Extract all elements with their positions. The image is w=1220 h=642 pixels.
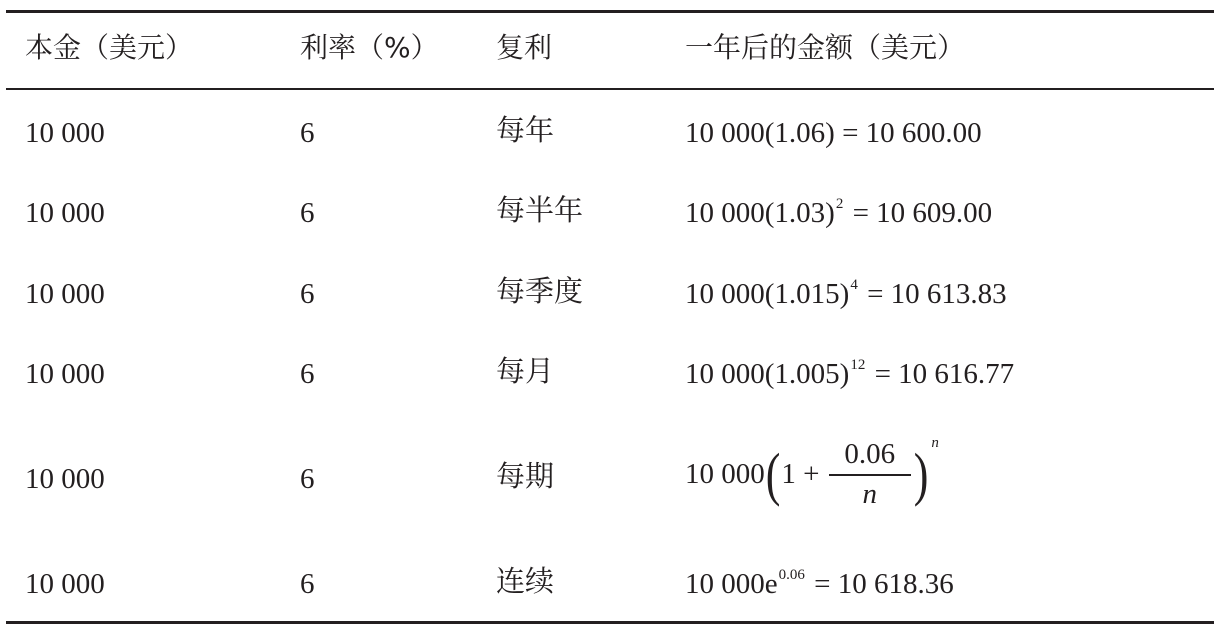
compounding-cell: 每年 — [496, 113, 555, 147]
amount-cell — [685, 277, 1007, 310]
compounding-cell: 连续 — [496, 564, 555, 598]
amount-result: = 10 616.77 — [867, 358, 1015, 390]
amount-result: = 10 618.36 — [806, 568, 954, 600]
amount-cell — [685, 567, 954, 600]
principal-cell: 10 000 — [25, 197, 105, 229]
amount-result: = 10 600.00 — [834, 117, 982, 149]
amount-exponent: 2 — [835, 196, 844, 212]
amount-base: 10 000e — [685, 568, 778, 600]
amount-exponent: 0.06 — [778, 567, 805, 583]
formula-principal: 10 000 — [685, 458, 765, 490]
header-principal: 本金（美元） — [25, 31, 194, 64]
amount-base: 10 000(1.03) — [685, 197, 835, 229]
amount-exponent: 4 — [850, 277, 858, 293]
amount-cell — [685, 196, 993, 229]
principal-cell: 10 000 — [25, 568, 105, 600]
formula-fraction — [829, 440, 911, 509]
formula-one-plus: 1 + — [781, 458, 827, 490]
amount-cell — [685, 357, 1015, 390]
table-header-rule — [6, 88, 1214, 90]
compounding-cell: 每季度 — [496, 274, 584, 308]
amount-result: = 10 609.00 — [845, 197, 993, 229]
principal-cell: 10 000 — [25, 117, 105, 149]
compound-formula — [685, 435, 939, 510]
formula-exponent: n — [931, 435, 939, 451]
rate-cell: 6 — [300, 463, 315, 495]
table-bottom-rule — [6, 621, 1214, 624]
amount-exponent: 12 — [850, 357, 866, 373]
header-compounding: 复利 — [496, 31, 553, 64]
table-top-rule — [6, 10, 1214, 13]
formula-close-paren: ) — [913, 440, 929, 507]
rate-cell: 6 — [300, 117, 315, 149]
header-rate: 利率（%） — [300, 31, 439, 64]
amount-base: 10 000(1.015) — [685, 278, 850, 310]
compounding-cell: 每月 — [496, 354, 555, 388]
amount-base: 10 000(1.005) — [685, 358, 850, 390]
compounding-cell: 每半年 — [496, 193, 584, 227]
rate-cell: 6 — [300, 278, 315, 310]
compounding-cell: 每期 — [496, 459, 555, 493]
principal-cell: 10 000 — [25, 463, 105, 495]
principal-cell: 10 000 — [25, 278, 105, 310]
fraction-numerator: 0.06 — [844, 438, 896, 470]
amount-result: = 10 613.83 — [859, 278, 1007, 310]
rate-cell: 6 — [300, 197, 315, 229]
header-amount: 一年后的金额（美元） — [685, 31, 966, 64]
amount-cell — [685, 119, 982, 148]
fraction-denominator: n — [862, 478, 878, 510]
formula-open-paren: ( — [765, 440, 781, 507]
rate-cell: 6 — [300, 358, 315, 390]
principal-cell: 10 000 — [25, 358, 105, 390]
amount-base: 10 000(1.06) — [685, 117, 835, 149]
rate-cell: 6 — [300, 568, 315, 600]
